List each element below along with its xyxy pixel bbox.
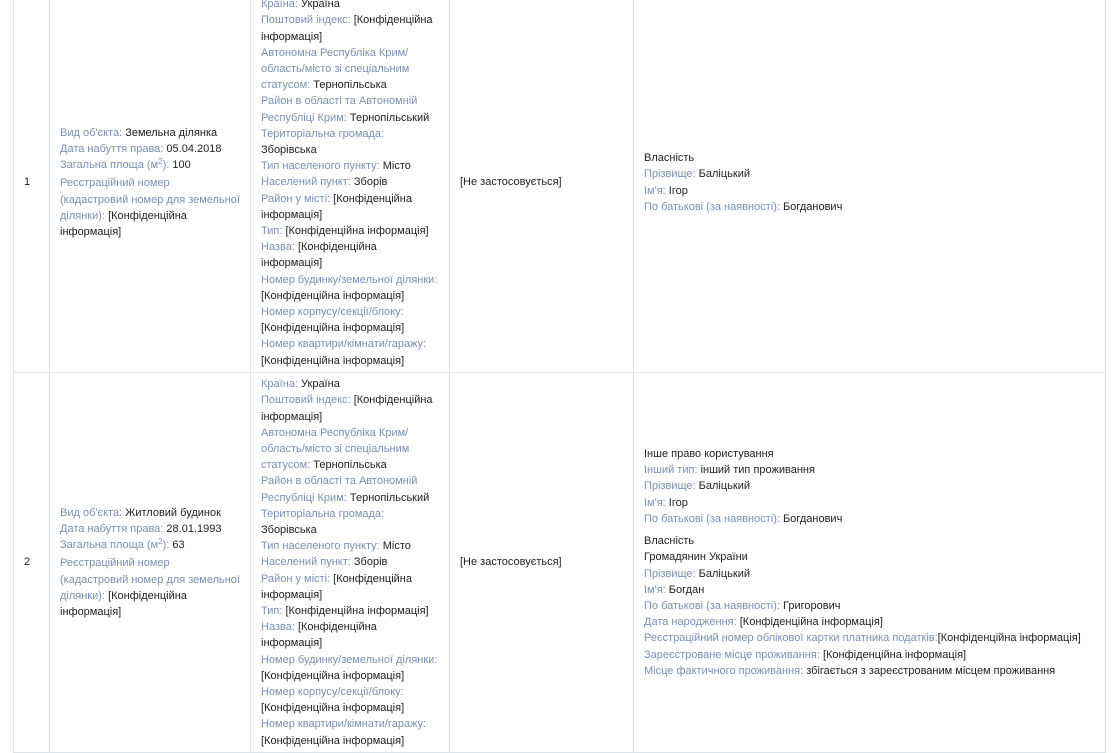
property-rights-table	[13, 0, 1106, 753]
address-cell: Країна: Україна Поштовий індекс: [Конфіденційна інформація] Автономна Республіка Крим/ область/місто зі спеціальним статусом: Тернопільська Район в області та Автономній Республіці Крим: Тернопільський Територіальна громада: Зборівська Тип населеного пункту: Місто Населений пункт: Зборів Район у місті: [Конфіденційна інформація] Тип: [Конфіденційна інформація] Назва: [Конфіденційна інформація] Номер будинку/земельної ділянки: [Конфіденційна інформація] Номер корпусу/секції/блоку: [Конфіденційна інформація] Номер квартири/кімнати/гаражу: [Конфіденційна інформація]	[251, 0, 450, 373]
cadastral-number: [Конфіденційна інформація]	[60, 209, 187, 238]
table-row	[14, 0, 1106, 373]
owner-entry: Власність Громадянин України Прізвище: Баліцький Ім'я: Богдан По батькові (за наявності): Григорович Дата народження: [Конфіденційна інформація] Реєстраційний номер облікової картки платника податків:[Конфіденційна інформація] Зареєстроване місце проживання: [Конфіденційна інформація] Місце фактичного проживання: збігається з зареєстрованим місцем проживання	[644, 535, 1081, 677]
owners-cell	[634, 0, 1106, 373]
row-number: 2	[14, 373, 50, 753]
not-applicable-cell: [Не застосовується]	[450, 373, 634, 753]
object-type: Земельна ділянка	[125, 126, 218, 139]
owner-entry: Власність Прізвище: Баліцький Ім'я: Ігор По батькові (за наявності): Богданович	[644, 152, 843, 213]
owners-cell	[634, 373, 1106, 753]
object-cell: Вид об'єкта: Земельна ділянка Дата набуття права: 05.04.2018 Загальна площа $(м^2)$: 100 Реєстраційний номер (кадастровий номер для земельної ділянки): [Конфіденційна інформація]	[50, 0, 251, 373]
not-applicable-cell: [Не застосовується]	[450, 0, 634, 373]
address-cell: Країна: Україна Поштовий індекс: [Конфіденційна інформація] Автономна Республіка Крим/ область/місто зі спеціальним статусом: Тернопільська Район в області та Автономній Республіці Крим: Тернопільський Територіальна громада: Зборівська Тип населеного пункту: Місто Населений пункт: Зборів Район у місті: [Конфіденційна інформація] Тип: [Конфіденційна інформація] Назва: [Конфіденційна інформація] Номер будинку/земельної ділянки: [Конфіденційна інформація] Номер корпусу/секції/блоку: [Конфіденційна інформація] Номер квартири/кімнати/гаражу: [Конфіденційна інформація]	[251, 373, 450, 753]
cadastral-number: [Конфіденційна інформація]	[60, 589, 187, 618]
acquired-date: 28.01.1993	[166, 522, 222, 535]
total-area: 63	[172, 539, 185, 552]
row-number: 1	[14, 0, 50, 373]
table-row	[14, 373, 1106, 753]
object-type: Житловий будинок	[125, 506, 221, 519]
total-area: 100	[172, 159, 191, 172]
object-cell: Вид об'єкта: Житловий будинок Дата набуття права: 28.01.1993 Загальна площа $(м^2)$: 63 Реєстраційний номер (кадастровий номер для земельної ділянки): [Конфіденційна інформація]	[50, 373, 251, 753]
owner-entry: Інше право користування Інший тип: інший тип проживання Прізвище: Баліцький Ім'я: Ігор По батькові (за наявності): Богданович	[644, 448, 843, 525]
acquired-date: 05.04.2018	[166, 142, 222, 155]
